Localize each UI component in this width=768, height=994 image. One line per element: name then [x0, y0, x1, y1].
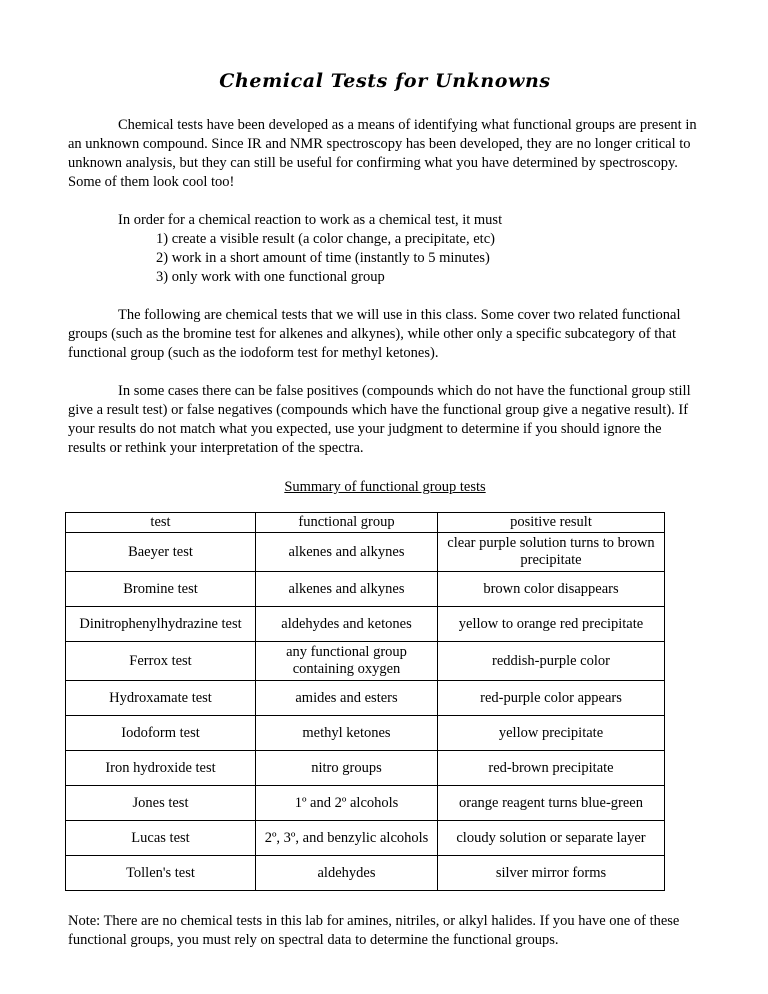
requirement-item-1: 1) create a visible result (a color change, a precipitate, etc): [156, 231, 495, 247]
table-row: [66, 716, 665, 751]
cell-functional-group: amides and esters: [256, 681, 438, 716]
cell-test-name: Tollen's test: [66, 856, 256, 891]
cell-test-name: Jones test: [66, 786, 256, 821]
header-functional-group: functional group: [256, 513, 438, 533]
cell-test-name: Baeyer test: [66, 533, 256, 572]
header-test: test: [66, 513, 256, 533]
intro-paragraph: Chemical tests have been developed as a means of identifying what functional groups are present in an unknown compound. Since IR and NMR spectroscopy has been developed, they are no longer critical to unknown analysis, but they can still be useful for confirming what you have determined by spectroscopy. Some of them look cool too!: [68, 117, 697, 190]
cell-positive-result: red-purple color appears: [438, 681, 665, 716]
cell-functional-group: any functional group containing oxygen: [256, 642, 438, 681]
cell-test-name: Lucas test: [66, 821, 256, 856]
cell-positive-result: reddish-purple color: [438, 642, 665, 681]
cell-positive-result: silver mirror forms: [438, 856, 665, 891]
requirements-block: [68, 211, 702, 287]
cell-test-name: Hydroxamate test: [66, 681, 256, 716]
cell-test-name: Bromine test: [66, 572, 256, 607]
requirement-item-3: 3) only work with one functional group: [156, 269, 385, 285]
requirements-intro: In order for a chemical reaction to work as a chemical test, it must: [118, 212, 503, 228]
table-caption: [68, 478, 702, 497]
header-positive-result: positive result: [438, 513, 665, 533]
table-row: [66, 572, 665, 607]
cell-functional-group: 1º and 2º alcohols: [256, 786, 438, 821]
cell-functional-group: methyl ketones: [256, 716, 438, 751]
cell-positive-result: orange reagent turns blue-green: [438, 786, 665, 821]
requirement-item-2: 2) work in a short amount of time (instantly to 5 minutes): [156, 250, 490, 266]
cell-test-name: Iron hydroxide test: [66, 751, 256, 786]
cell-functional-group: aldehydes and ketones: [256, 607, 438, 642]
cell-positive-result: cloudy solution or separate layer: [438, 821, 665, 856]
cell-functional-group: aldehydes: [256, 856, 438, 891]
table-row: [66, 821, 665, 856]
table-row: [66, 642, 665, 681]
cell-positive-result: clear purple solution turns to brown precipitate: [438, 533, 665, 572]
cell-positive-result: red-brown precipitate: [438, 751, 665, 786]
table-row: [66, 786, 665, 821]
false-positives-paragraph: In some cases there can be false positives (compounds which do not have the functional group still give a result test) or false negatives (compounds which have the functional group give a negative result). If your results do not match what you expected, use your judgment to determine if you should ignore the results or rethink your interpretation of the spectra.: [68, 383, 691, 456]
cell-functional-group: nitro groups: [256, 751, 438, 786]
cell-functional-group: alkenes and alkynes: [256, 533, 438, 572]
functional-group-tests-table: [65, 512, 665, 891]
cell-test-name: Ferrox test: [66, 642, 256, 681]
cell-test-name: Iodoform test: [66, 716, 256, 751]
note-paragraph: Note: There are no chemical tests in this lab for amines, nitriles, or alkyl halides. If you have one of these functional groups, you must rely on spectral data to determine the functional groups.: [68, 913, 680, 948]
cell-positive-result: yellow precipitate: [438, 716, 665, 751]
table-row: [66, 681, 665, 716]
table-caption-text: Summary of functional group tests: [284, 479, 486, 495]
table-row: [66, 856, 665, 891]
table-row: [66, 533, 665, 572]
cell-positive-result: yellow to orange red precipitate: [438, 607, 665, 642]
cell-functional-group: 2º, 3º, and benzylic alcohols: [256, 821, 438, 856]
page-title: Chemical Tests for Unknowns: [219, 70, 551, 92]
cell-functional-group: alkenes and alkynes: [256, 572, 438, 607]
table-row: [66, 751, 665, 786]
cell-test-name: Dinitrophenylhydrazine test: [66, 607, 256, 642]
tests-overview-paragraph: The following are chemical tests that we will use in this class. Some cover two related functional groups (such as the bromine test for alkenes and alkynes), while other only a specific subcategory of that functional group (such as the iodoform test for methyl ketones).: [68, 307, 681, 361]
table-row: [66, 607, 665, 642]
table-header-row: [66, 513, 665, 533]
cell-positive-result: brown color disappears: [438, 572, 665, 607]
